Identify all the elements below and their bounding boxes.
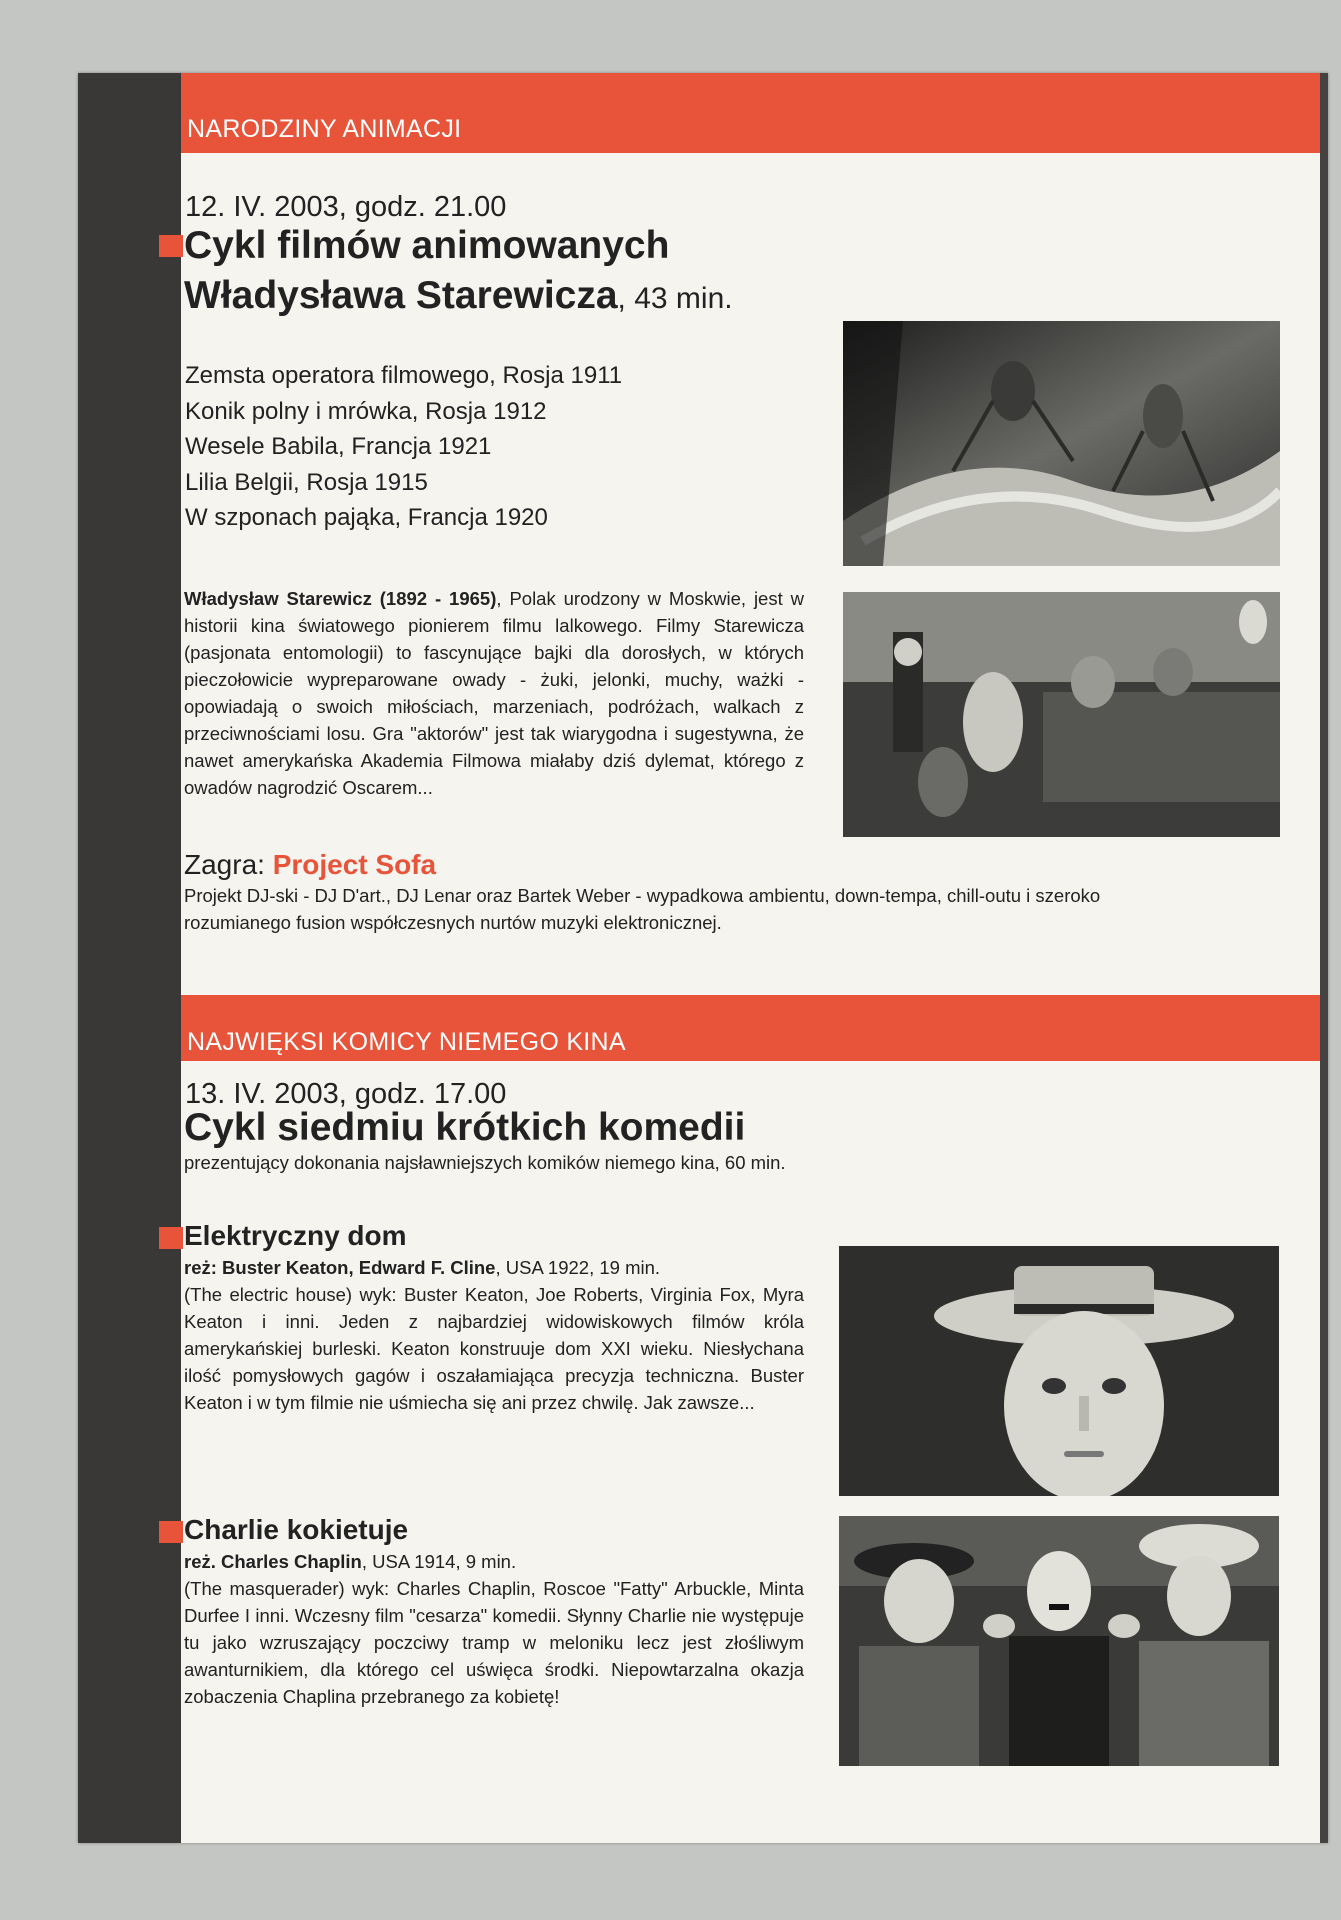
film-description: (The electric house) wyk: Buster Keaton, Joe Roberts, Virginia Fox, Myra Keaton i inni. Jeden z najbardziej widowiskowych filmów króla amerykańskiej burleski. Keaton konstruuje dom XXI wieku. Niesłychana ilość pomysłowych gagów i oszałamiająca precyzja techniczna. Buster Keaton i w tym filmie nie uśmiecha się ani przez chwilę. Jak zawsze... — [184, 1284, 804, 1413]
performer-line — [184, 849, 436, 881]
chaplin-masquerader-photo — [839, 1516, 1279, 1766]
bio-name: Władysław Starewicz (1892 - 1965) — [184, 588, 497, 609]
director-name: reż: Buster Keaton, Edward F. Cline — [184, 1257, 496, 1278]
brochure-page — [78, 73, 1328, 1843]
film-director — [184, 1548, 804, 1575]
title-duration: , 43 min. — [617, 282, 733, 315]
starewicz-insect-photo — [843, 321, 1280, 566]
performer-description: Projekt DJ-ski - DJ D'art., DJ Lenar oraz Bartek Weber - wypadkowa ambientu, down-tempa, chill-outu i szeroko rozumianego fusion współczesnych nurtów muzyki elektronicznej. — [184, 885, 1101, 933]
bullet-marker — [159, 235, 183, 257]
performer-name: Project Sofa — [272, 849, 437, 880]
event-date: 12. IV. 2003, godz. 21.00 — [185, 191, 507, 223]
band-title: NAJWIĘKSI KOMICY NIEMEGO KINA — [187, 1028, 626, 1056]
section-band-comedians — [181, 995, 1320, 1061]
dark-spine — [78, 73, 181, 1843]
event-subtitle: prezentujący dokonania najsławniejszych komików niemego kina, 60 min. — [184, 1152, 786, 1173]
event-title: Cykl siedmiu krótkich komedii — [184, 1106, 746, 1149]
bullet-marker — [159, 1227, 183, 1249]
bullet-marker — [159, 1521, 183, 1543]
list-item: Wesele Babila, Francja 1921 — [185, 433, 492, 460]
list-item: W szponach pająka, Francja 1920 — [185, 504, 548, 531]
zagra-label: Zagra: — [184, 849, 273, 880]
list-item: Zemsta operatora filmowego, Rosja 1911 — [185, 362, 623, 389]
title-line-1: Cykl filmów animowanych — [184, 224, 670, 267]
event-title — [184, 221, 733, 324]
right-edge — [1320, 73, 1328, 1843]
film-list — [185, 358, 705, 536]
film-description: (The masquerader) wyk: Charles Chaplin, Roscoe "Fatty" Arbuckle, Minta Durfee I inni. Wczesny film "cesarza" komedii. Słynny Charlie nie występuje tu jako wzruszający poczciwy tramp w meloniku lecz jest złośliwym awanturnikiem, dla którego cel uświęca środki. Niepowtarzalna okazja zobaczenia Chaplina przebranego za kobietę! — [184, 1578, 804, 1707]
buster-keaton-photo — [839, 1246, 1279, 1496]
film-title: Charlie kokietuje — [184, 1514, 409, 1545]
starewicz-puppet-photo — [843, 592, 1280, 837]
director-name: reż. Charles Chaplin — [184, 1551, 362, 1572]
film-title: Elektryczny dom — [184, 1220, 407, 1251]
director-details: , USA 1922, 19 min. — [495, 1257, 661, 1278]
list-item: Konik polny i mrówka, Rosja 1912 — [185, 397, 547, 425]
section-band-animation — [181, 73, 1320, 153]
bio-text: , Polak urodzony w Moskwie, jest w historii kina światowego pionierem filmu lalkowego. Filmy Starewicza (pasjonata entomologii) to fascynujące bajki dla dorosłych, w których pieczołowicie wypreparowane owady - żuki, jelonki, muchy, ważki - opowiadają o swoich miłościach, marzeniach, podróżach, walkach z przeciwnościami losu. Gra "aktorów" jest tak wiarygodna i sugestywna, że nawet amerykańska Akademia Filmowa miałaby dziś dylemat, którego z owadów nagrodzić Oscarem... — [184, 588, 804, 798]
title-line-2: Władysława Starewicza — [184, 274, 618, 317]
director-details: , USA 1914, 9 min. — [361, 1551, 517, 1572]
film-director — [184, 1254, 804, 1281]
starewicz-bio — [184, 585, 804, 801]
band-title: NARODZINY ANIMACJI — [187, 115, 462, 143]
event-date: 13. IV. 2003, godz. 17.00 — [185, 1078, 507, 1110]
list-item: Lilia Belgii, Rosja 1915 — [185, 468, 428, 496]
